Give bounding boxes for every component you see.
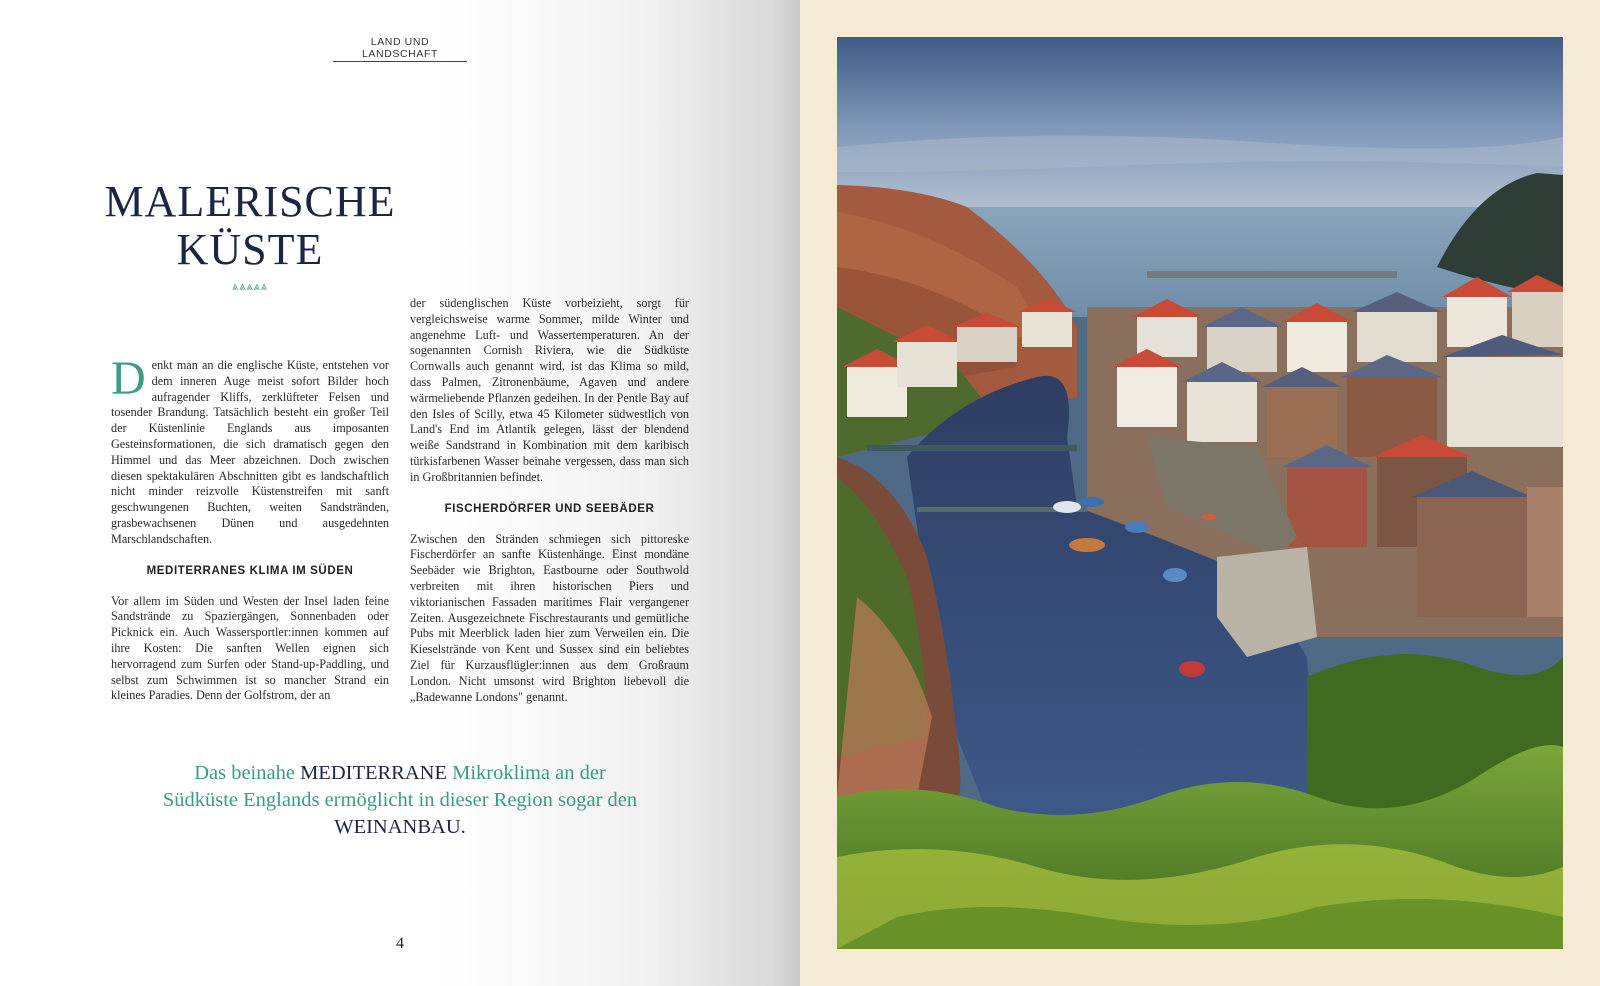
quote-text-1: Das beinahe (194, 762, 301, 784)
paragraph-golfstrom: der südenglischen Küste vorbeizieht, sorgt für vergleichsweise warme Sommer, milde Winter und angenehme Luft- und Wassertemperaturen. An der sogenannten Cornish Riviera, wie die Südküste Cornwalls auch genannt wird, ist das Klima so mild, dass Palmen, Zitronenbäume, Agaven und andere wärmeliebende Pflanzen gedeihen. In der Pentle Bay auf den Isles of Scilly, etwa 45 Kilometer südwestlich von Land's End im Atlantik gelegen, lässt der blendend weiße Sandstrand in Kombination mit dem karibisch türkisfarbenen Wasser beinahe vergessen, dass man sich in Großbritannien befindet. (410, 296, 689, 484)
coastal-village-photo (837, 37, 1563, 949)
running-head: LAND UND LANDSCHAFT (333, 36, 467, 62)
intro-text: enkt man an die englische Küste, entstehen vor dem inneren Auge meist sofort Bilder hoch aufragender Kliffs, zerklüfteter Felsen und tosender Brandung. Tatsächlich besteht ein großer Teil der Küstenlinie Englands aus imposanten Gesteinsformationen, die sich dramatisch gegen den Himmel und das Meer abzeichnen. Doch zwischen diesen spektakulären Abschnitten gibt es landschaftlich nicht minder reizvolle Küstenstreifen mit sanft geschwungenen Buchten, weiten Sandstränden, grasbewachsenen Dünen und ausgedehnten Marschlandschaften. (111, 358, 389, 546)
chapter-title (100, 178, 400, 274)
page-number: 4 (396, 935, 404, 952)
quote-emphasis-1: MEDITERRANE (300, 762, 447, 784)
intro-paragraph (111, 352, 389, 548)
chapter-title-line1: MALERISCHE (104, 177, 396, 226)
paragraph-seebaeder: Zwischen den Stränden schmiegen sich pittoreske Fischerdörfer an sanfte Küstenhänge. Einst mondäne Seebäder wie Brighton, Eastbourne oder Southwold verbreiten mit ihren historischen Piers und viktorianischen Fassaden maritimes Flair vergangener Zeiten. Ausgezeichnete Fischrestaurants und gemütliche Pubs mit Meerblick laden hier zum Verweilen ein. Die Kieselstrände von Kent und Sussex sind ein beliebtes Ziel für Kurzausflügler:innen aus dem Großraum London. Nicht umsonst wird Brighton liebevoll die „Badewanne Londons" genannt. (410, 531, 689, 704)
text-column-1 (111, 352, 389, 704)
quote-text-3: . (460, 816, 466, 838)
paragraph-klima: Vor allem im Süden und Westen der Insel laden feine Sandstrände zu Spaziergängen, Sonnenbaden oder Picknick ein. Auch Wassersportler:innen kommen auf ihre Kosten: Die sanften Wellen eignen sich hervorragend zum Surfen oder Stand-up-Paddling, und selbst zum Schwimmen ist so mancher Strand ein kleines Paradies. Denn der Golfstrom, der an (111, 593, 389, 703)
pull-quote (160, 760, 640, 841)
subhead-klima: MEDITERRANES KLIMA IM SÜDEN (146, 564, 354, 577)
coastal-village-illustration (837, 37, 1563, 949)
ornament-icon: ⩓⩓⩓⩓⩓ (231, 280, 269, 293)
right-page (800, 0, 1600, 986)
dropcap: D (111, 352, 146, 405)
chapter-title-line2: KÜSTE (176, 225, 324, 274)
subhead-fischerdoerfer: FISCHERDÖRFER UND SEEBÄDER (444, 502, 655, 515)
text-column-2 (410, 296, 689, 705)
quote-text-2: Mikroklima an der Südküste Englands ermöglicht in dieser Region sogar den (162, 762, 638, 811)
quote-emphasis-2: WEINANBAU (334, 816, 461, 838)
